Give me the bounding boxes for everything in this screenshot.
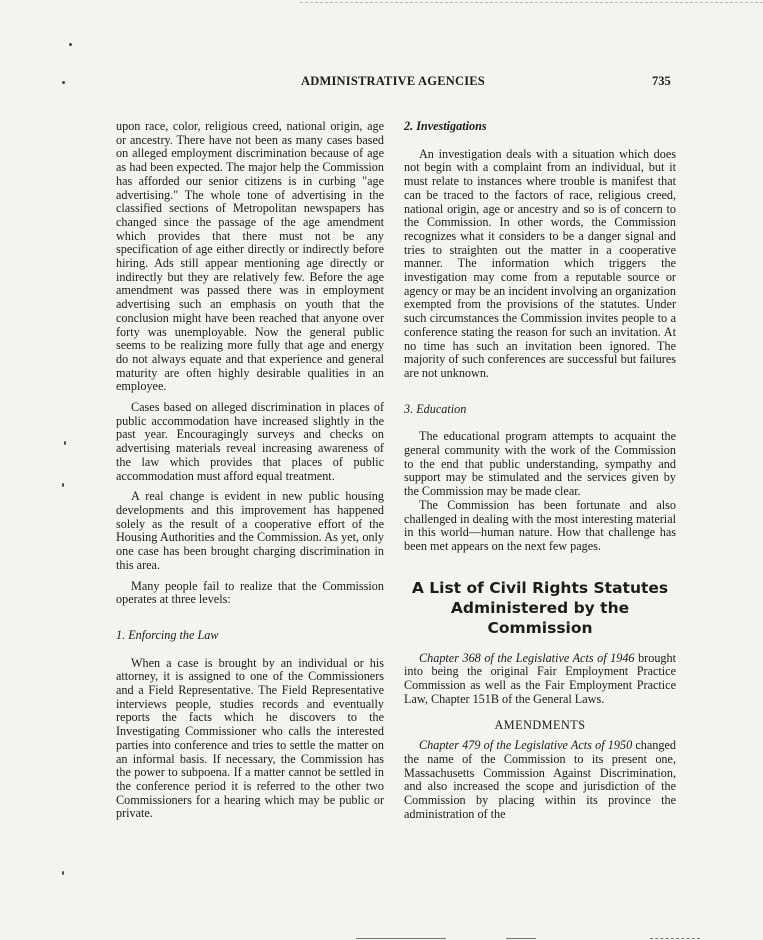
paragraph-human-nature: The Commission has been fortunate and also challenged in dealing with the most interesting material in this world—human nature. How that challenge has been met appears on the next few pages.	[404, 497, 676, 553]
chapter-479-citation: Chapter 479 of the Legislative Acts of 1950	[419, 738, 633, 753]
heading-investigations: 2. Investigations	[404, 119, 487, 133]
left-column	[116, 120, 384, 821]
paragraph-investigations: An investigation deals with a situation which does not begin with a complaint from an individual, but it must relate to instances where trouble is manifest that can be traced to the factors of race, religious creed, national origin, age or ancestry and so is of concern to the Commission. In other words, the Commission recognizes what it considers to be a danger signal and tries to straighten out the matter in a cooperative manner. The information which triggers the investigation may come from a reputable source or agency or may be an incident involving an organization exempted from the provisions of the statutes. Under such circumstances the Commission invites people to a conference stating the reason for such an invitation. At no time has such an invitation been ignored. The majority of such conferences are successful but failures are not unknown.	[404, 146, 676, 380]
right-column	[404, 120, 676, 821]
chapter-368-text: brought into being the original Fair Employment Practice Commission as well as the Fair Employment Practice Law, Chapter 151B of the General Laws.	[404, 650, 676, 706]
scan-speck	[62, 483, 64, 487]
section-title	[404, 578, 676, 638]
running-title: ADMINISTRATIVE AGENCIES	[301, 74, 485, 88]
scan-speck	[62, 81, 65, 84]
top-dashed-rule	[300, 2, 763, 3]
chapter-479-text: changed the name of the Commission to its present one, Massachusetts Commission Against Discrimination, and also increased the scope and jurisdiction of the Commission by placing within its province the administration of the	[404, 738, 677, 821]
scan-speck	[62, 871, 64, 875]
chapter-368-citation: Chapter 368 of the Legislative Acts of 1946	[419, 650, 635, 665]
page-number: 735	[652, 74, 671, 88]
heading-enforcing-the-law: 1. Enforcing the Law	[116, 627, 219, 642]
paragraph-education: The educational program attempts to acquaint the general community with the work of the Commission to the end that public understanding, sympathy and support may be stimulated and the services given by the Commission may be made clear.	[404, 429, 676, 499]
page-header	[0, 74, 763, 94]
paragraph-enforcing: When a case is brought by an individual or his attorney, it is assigned to one of the Commissioners and a Field Representative. The Field Representative interviews people, studies records and eventually reports the facts which he discovers to the Investigating Commissioner who calls the interested parties into conference and tries to settle the matter on an informal basis. If necessary, the Commission has the power to subpoena. If a matter cannot be settled in the conference period it is referred to the other two Commissioners for a hearing which may be public or private.	[116, 655, 384, 821]
section-title-line-2: Administered by the Commission	[450, 598, 630, 637]
paragraph-public-accommodation: Cases based on alleged discrimination in places of public accommodation have increased slightly in the past year. Encouragingly surveys and checks on advertising materials reveal increasing awareness of the law which provides that places of public accommodation must afford equal treatment.	[116, 400, 384, 483]
section-title-line-1: A List of Civil Rights Statutes	[411, 578, 669, 597]
paragraph-age-advertising: upon race, color, religious creed, national origin, age or ancestry. There have not been as many cases based on alleged employment discrimination because of age as had been expected. The major help the Commission has afforded our senior citizens is in curbing "age advertising." The whole tone of advertising in the classified sections of Metropolitan newspapers has changed since the passage of the age amendment which provides that there must not be any specification of age either directly or indirectly before hiring. Ads still appear mentioning age directly or indirectly but they are relatively few. Before the age amendment was passed there was in employment advertising such an emphasis on youth that the conclusion might have been reached that anyone over forty was unemployable. Now the general public seems to be realizing more fully that age and energy do not always equate and that experience and general maturity are often highly desirable qualities in an employee.	[116, 119, 384, 394]
heading-education: 3. Education	[404, 401, 467, 416]
paragraph-chapter-479	[404, 739, 676, 821]
paragraph-three-levels: Many people fail to realize that the Commission operates at three levels:	[116, 578, 384, 607]
scan-speck	[69, 43, 72, 46]
paragraph-public-housing: A real change is evident in new public housing developments and this improvement has happened solely as the result of a cooperative effort of the Housing Authorities and the Commission. As yet, only one case has been brought charging discrimination in this area.	[116, 489, 384, 572]
paragraph-chapter-368	[404, 652, 676, 707]
amendments-heading: AMENDMENTS	[494, 717, 586, 732]
scan-speck	[64, 441, 66, 445]
